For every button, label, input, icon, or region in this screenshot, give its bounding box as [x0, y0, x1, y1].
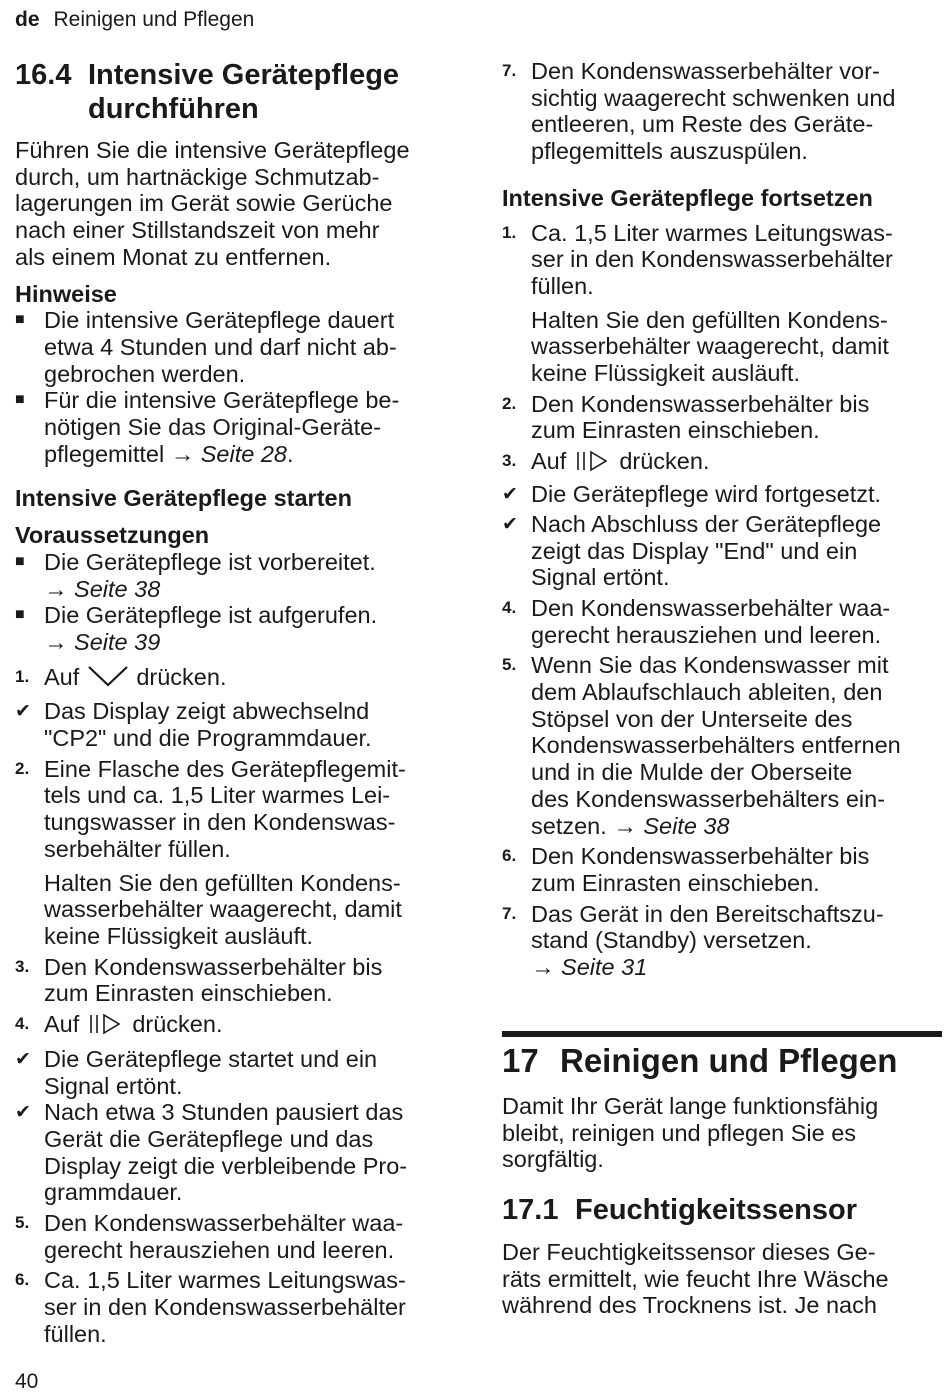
- step-number: 3.: [15, 956, 30, 976]
- result-item: ✔ Das Display zeigt abwechselnd "CP2" und die Programmdauer.: [15, 698, 372, 752]
- page-header: [15, 8, 254, 32]
- language-code: de: [15, 8, 40, 31]
- step-item: 1. Ca. 1,5 Liter warmes Leitungswas- ser in den Kondenswasserbehälter füllen.: [502, 219, 893, 299]
- intro-paragraph: Führen Sie die intensive Gerätepflege durch, um hartnäckige Schmutzab- lagerungen im Gerät sowie Gerüche nach einer Stillstandszeit von mehr als einem Monat zu entfernen.: [15, 137, 410, 270]
- step-item: 6. Ca. 1,5 Liter warmes Leitungswas- ser in den Kondenswasserbehälter füllen.: [15, 1267, 406, 1347]
- bullet-icon: ■: [15, 311, 25, 329]
- left-column: [15, 58, 460, 1348]
- step-number: 1.: [15, 666, 30, 686]
- page-reference-link[interactable]: Seite 38: [643, 812, 730, 839]
- bullet-icon: ■: [15, 391, 25, 409]
- page-reference-link[interactable]: Seite 28: [200, 440, 287, 467]
- check-icon: ✔: [502, 513, 518, 535]
- sensor-paragraph: Der Feuchtigkeitssensor dieses Ge- räts ermittelt, wie feucht Ihre Wäsche während des Trocknens ist. Je nach: [502, 1238, 889, 1319]
- step-number: 2.: [502, 393, 517, 413]
- step-number: 6.: [15, 1270, 30, 1290]
- notes-heading: Hinweise: [15, 280, 117, 307]
- result-item: ✔ Die Gerätepflege startet und ein Signal ertönt.: [15, 1045, 378, 1099]
- chapter-title: Reinigen und Pflegen: [53, 8, 255, 31]
- step-number: 7.: [502, 61, 517, 80]
- chevron-down-icon: [86, 664, 130, 688]
- bullet-icon: ■: [15, 552, 25, 570]
- section-divider: [502, 1031, 942, 1037]
- page-reference-link[interactable]: Seite 31: [561, 954, 648, 981]
- section-17-1-heading: 17.1 Feuchtigkeitssensor: [502, 1193, 858, 1226]
- step-item: 7. Den Kondenswasserbehälter vor- sichtig waagerecht schwenken und entleeren, um Reste des Geräte- pflegemittels auszuspülen.: [502, 58, 896, 165]
- bullet-icon: ■: [15, 606, 25, 624]
- prerequisite-item: ■ Die Gerätepflege ist vorbereitet. → Seite 38: [15, 548, 376, 602]
- step-note: Halten Sie den gefüllten Kondens- wasserbehälter waagerecht, damit keine Flüssigkeit ausläuft.: [531, 306, 889, 387]
- right-column: [502, 58, 942, 1319]
- step-note: Halten Sie den gefüllten Kondens- wasserbehälter waagerecht, damit keine Flüssigkeit ausläuft.: [44, 869, 402, 949]
- step-number: 3.: [502, 451, 517, 471]
- chapter-17-heading: 17 Reinigen und Pflegen: [502, 1041, 898, 1079]
- arrow-icon: →: [531, 954, 555, 981]
- step-item: 4. Auf drücken.: [15, 1011, 223, 1038]
- step-item: 6. Den Kondenswasserbehälter bis zum Einrasten einschieben.: [502, 843, 870, 896]
- page-number: 40: [15, 1370, 39, 1393]
- step-item: 3. Den Kondenswasserbehälter bis zum Einrasten einschieben.: [15, 953, 383, 1007]
- step-item: 5. Den Kondenswasserbehälter waa- gerecht herausziehen und leeren.: [15, 1210, 404, 1263]
- note-item: ■ Für die intensive Gerätepflege be- nötigen Sie das Original-Geräte- pflegemittel → Seite 28.: [15, 387, 400, 467]
- result-item: ✔ Nach etwa 3 Stunden pausiert das Gerät die Gerätepflege und das Display zeigt die verbleibende Pro- grammdauer.: [15, 1099, 408, 1206]
- section-16-4-heading: 16.4 Intensive Gerätepflege durchführen: [15, 59, 400, 125]
- note-item: ■ Die intensive Gerätepflege dauert etwa 4 Stunden und darf nicht ab- gebrochen werden.: [15, 307, 397, 387]
- step-item: 1. Auf drücken.: [15, 663, 227, 690]
- check-icon: ✔: [15, 1048, 31, 1070]
- step-item: 4. Den Kondenswasserbehälter waa- gerecht herausziehen und leeren.: [502, 594, 891, 648]
- step-item: 2. Den Kondenswasserbehälter bis zum Einrasten einschieben.: [502, 390, 870, 444]
- step-number: 5.: [15, 1213, 30, 1233]
- result-item: ✔ Nach Abschluss der Gerätepflege zeigt das Display "End" und ein Signal ertönt.: [502, 510, 882, 591]
- step-item: 7. Das Gerät in den Bereitschaftszu- stand (Standby) versetzen. → Seite 31: [502, 900, 884, 981]
- step-item: 5. Wenn Sie das Kondenswasser mit dem Ablaufschlauch ableiten, den Stöpsel von der Unterseite des Kondenswasserbehälters entfernen und in die Mulde der Oberseite des Kondenswasserbehälters ein- setzen. → Seite 38: [502, 652, 901, 839]
- page-reference-link[interactable]: Seite 39: [74, 628, 161, 655]
- start-pause-icon: [573, 450, 613, 472]
- step-number: 4.: [15, 1014, 30, 1034]
- check-icon: ✔: [15, 1102, 31, 1124]
- step-item: 3. Auf drücken.: [502, 448, 710, 475]
- step-number: 6.: [502, 846, 517, 866]
- step-number: 2.: [15, 758, 30, 778]
- start-heading: Intensive Gerätepflege starten: [15, 485, 352, 512]
- step-number: 5.: [502, 655, 517, 675]
- check-icon: ✔: [15, 701, 31, 723]
- step-item: 2. Eine Flasche des Gerätepflegemit- tels und ca. 1,5 Liter warmes Lei- tungswasser in den Kondenswas- serbehälter füllen.: [15, 755, 406, 862]
- check-icon: ✔: [502, 483, 518, 505]
- continue-heading: Intensive Gerätepflege fortsetzen: [502, 184, 873, 211]
- arrow-icon: →: [44, 575, 68, 602]
- arrow-icon: →: [613, 812, 637, 839]
- prerequisite-item: ■ Die Gerätepflege ist aufgerufen. → Seite 39: [15, 602, 378, 655]
- step-number: 1.: [502, 222, 517, 242]
- chapter-intro: Damit Ihr Gerät lange funktionsfähig bleibt, reinigen und pflegen Sie es sorgfältig.: [502, 1092, 879, 1173]
- arrow-icon: →: [44, 628, 68, 655]
- page-reference-link[interactable]: Seite 38: [74, 575, 161, 602]
- start-pause-icon: [86, 1013, 126, 1035]
- arrow-icon: →: [170, 440, 195, 467]
- step-number: 4.: [502, 597, 517, 617]
- prerequisites-heading: Voraussetzungen: [15, 522, 210, 549]
- step-number: 7.: [502, 903, 517, 923]
- result-item: ✔ Die Gerätepflege wird fortgesetzt.: [502, 480, 882, 507]
